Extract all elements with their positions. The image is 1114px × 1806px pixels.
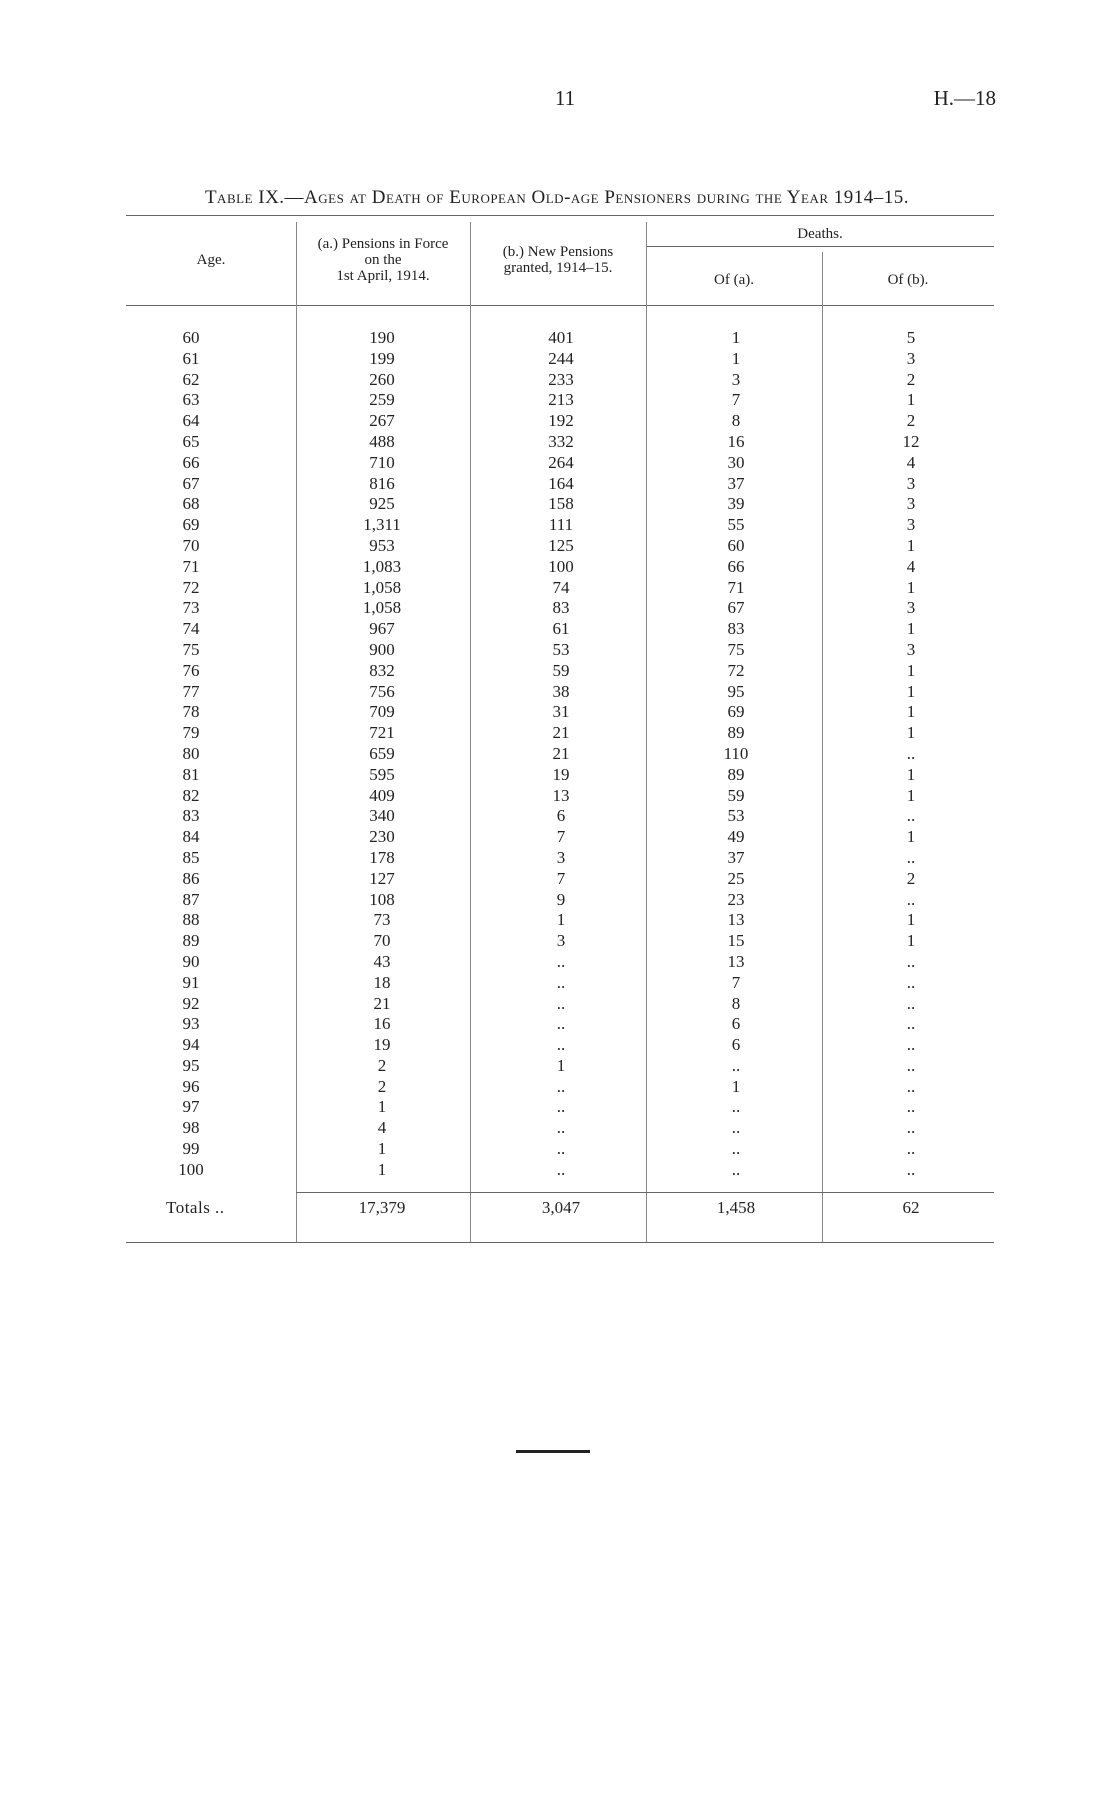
cell-deaths-of-a: .. (731, 1097, 741, 1117)
cell-deaths-of-a: 13 (727, 951, 745, 971)
table-row (126, 1118, 994, 1139)
cell-new-pensions: 53 (552, 639, 570, 659)
cell-new-pensions: 7 (556, 827, 566, 847)
cell-deaths-of-b: .. (906, 806, 916, 826)
cell-pensions-in-force: 488 (369, 431, 395, 451)
cell-deaths-of-a: 89 (727, 764, 745, 784)
cell-age: 90 (182, 951, 200, 971)
cell-age: 66 (182, 452, 200, 472)
cell-deaths-of-b: 5 (906, 328, 916, 347)
cell-deaths-of-b: 4 (906, 452, 916, 472)
header-deaths: Deaths. (797, 226, 843, 242)
cell-deaths-of-b: 1 (906, 723, 916, 743)
cell-deaths-of-b: .. (906, 1097, 916, 1117)
cell-new-pensions: .. (556, 1097, 566, 1117)
cell-deaths-of-a: 8 (731, 411, 741, 431)
cell-age: 95 (182, 1055, 200, 1075)
cell-deaths-of-b: 1 (906, 681, 916, 701)
cell-new-pensions: 401 (548, 328, 574, 347)
cell-pensions-in-force: 21 (373, 993, 391, 1013)
cell-new-pensions: 233 (548, 369, 574, 389)
cell-deaths-of-b: 3 (906, 348, 916, 368)
cell-age: 69 (182, 515, 200, 535)
cell-deaths-of-b: .. (906, 951, 916, 971)
cell-new-pensions: .. (556, 1014, 566, 1034)
cell-pensions-in-force: 659 (369, 743, 395, 763)
cell-age: 89 (182, 931, 200, 951)
cell-new-pensions: 13 (552, 785, 570, 805)
cell-age: 82 (182, 785, 200, 805)
cell-pensions-in-force: 967 (369, 619, 395, 639)
table-row (126, 370, 994, 391)
cell-deaths-of-a: 39 (727, 494, 745, 514)
cell-deaths-of-a: 7 (731, 972, 741, 992)
cell-deaths-of-b: 1 (906, 931, 916, 951)
cell-new-pensions: 244 (548, 348, 574, 368)
table-row (126, 702, 994, 723)
cell-pensions-in-force: 43 (373, 951, 391, 971)
header-pensions-in-force (296, 236, 470, 284)
cell-age: 60 (182, 328, 200, 347)
cell-pensions-in-force: 1,083 (362, 556, 402, 576)
cell-deaths-of-b: 4 (906, 556, 916, 576)
cell-deaths-of-a: 69 (727, 702, 745, 722)
cell-deaths-of-b: .. (906, 743, 916, 763)
cell-new-pensions: 61 (552, 619, 570, 639)
cell-deaths-of-b: .. (906, 847, 916, 867)
cell-new-pensions: 9 (556, 889, 566, 909)
header-deaths-of-a: Of (a). (714, 272, 754, 288)
table-row (126, 453, 994, 474)
table-row (126, 848, 994, 869)
cell-deaths-of-a: 23 (727, 889, 745, 909)
cell-age: 91 (182, 972, 200, 992)
table-row (126, 515, 994, 536)
cell-new-pensions: 74 (552, 577, 570, 597)
cell-deaths-of-a: 1 (731, 328, 741, 347)
cell-age: 86 (182, 868, 200, 888)
table-row (126, 598, 994, 619)
cell-pensions-in-force: 2 (377, 1076, 387, 1096)
cell-deaths-of-b: .. (906, 1055, 916, 1075)
cell-deaths-of-a: 6 (731, 1014, 741, 1034)
table-row (126, 474, 994, 495)
cell-age: 93 (182, 1014, 200, 1034)
cell-deaths-of-a: 110 (723, 743, 749, 763)
table-row (126, 869, 994, 890)
table-row (126, 910, 994, 931)
cell-deaths-of-a: 30 (727, 452, 745, 472)
cell-deaths-of-a: 53 (727, 806, 745, 826)
cell-deaths-of-b: .. (906, 972, 916, 992)
cell-new-pensions: 59 (552, 660, 570, 680)
table-row (126, 494, 994, 515)
cell-age: 79 (182, 723, 200, 743)
table-row (126, 890, 994, 911)
cell-new-pensions: 31 (552, 702, 570, 722)
table-bottom-rule (126, 1242, 994, 1243)
cell-pensions-in-force: 230 (369, 827, 395, 847)
table-row (126, 557, 994, 578)
cell-deaths-of-a: 16 (727, 431, 745, 451)
total-deaths-of-a: 1,458 (716, 1198, 756, 1217)
cell-deaths-of-b: 1 (906, 660, 916, 680)
cell-deaths-of-a: 8 (731, 993, 741, 1013)
cell-new-pensions: .. (556, 951, 566, 971)
cell-pensions-in-force: 1 (377, 1097, 387, 1117)
header-top-rule (126, 215, 994, 216)
cell-age: 75 (182, 639, 200, 659)
header-bottom-rule (126, 305, 994, 306)
cell-pensions-in-force: 1 (377, 1159, 387, 1179)
table-row (126, 973, 994, 994)
cell-new-pensions: .. (556, 993, 566, 1013)
cell-new-pensions: .. (556, 972, 566, 992)
cell-deaths-of-b: 1 (906, 535, 916, 555)
cell-age: 84 (182, 827, 200, 847)
cell-pensions-in-force: 70 (373, 931, 391, 951)
table-row (126, 619, 994, 640)
totals-row (126, 1198, 994, 1220)
cell-deaths-of-b: 2 (906, 411, 916, 431)
cell-new-pensions: .. (556, 1076, 566, 1096)
cell-pensions-in-force: 721 (369, 723, 395, 743)
cell-deaths-of-b: .. (906, 1035, 916, 1055)
cell-age: 99 (182, 1139, 200, 1159)
cell-pensions-in-force: 900 (369, 639, 395, 659)
cell-pensions-in-force: 73 (373, 910, 391, 930)
cell-new-pensions: 1 (556, 1055, 566, 1075)
cell-new-pensions: 21 (552, 743, 570, 763)
cell-age: 87 (182, 889, 200, 909)
cell-age: 68 (182, 494, 200, 514)
cell-deaths-of-a: 66 (727, 556, 745, 576)
cell-new-pensions: 7 (556, 868, 566, 888)
table-row (126, 349, 994, 370)
table-row (126, 411, 994, 432)
cell-pensions-in-force: 816 (369, 473, 395, 493)
cell-age: 62 (182, 369, 200, 389)
cell-deaths-of-a: 6 (731, 1035, 741, 1055)
cell-age: 76 (182, 660, 200, 680)
cell-pensions-in-force: 2 (377, 1055, 387, 1075)
cell-deaths-of-a: 49 (727, 827, 745, 847)
cell-deaths-of-b: .. (906, 993, 916, 1013)
cell-deaths-of-a: .. (731, 1139, 741, 1159)
cell-deaths-of-b: 1 (906, 619, 916, 639)
cell-new-pensions: 6 (556, 806, 566, 826)
table-row (126, 640, 994, 661)
cell-age: 77 (182, 681, 200, 701)
cell-deaths-of-b: 1 (906, 390, 916, 410)
cell-pensions-in-force: 709 (369, 702, 395, 722)
cell-deaths-of-b: 1 (906, 827, 916, 847)
cell-new-pensions: 111 (548, 515, 574, 535)
header-line: 1st April, 1914. (336, 268, 430, 284)
cell-new-pensions: 164 (548, 473, 574, 493)
cell-deaths-of-a: 72 (727, 660, 745, 680)
cell-deaths-of-b: 3 (906, 515, 916, 535)
cell-pensions-in-force: 190 (369, 328, 395, 347)
cell-deaths-of-a: 1 (731, 1076, 741, 1096)
table-row (126, 765, 994, 786)
deaths-subheader-rule (646, 246, 994, 247)
cell-pensions-in-force: 108 (369, 889, 395, 909)
cell-age: 81 (182, 764, 200, 784)
cell-pensions-in-force: 340 (369, 806, 395, 826)
cell-age: 100 (178, 1159, 204, 1179)
cell-deaths-of-a: 3 (731, 369, 741, 389)
table-row (126, 661, 994, 682)
header-deaths-of-b: Of (b). (887, 272, 929, 288)
cell-new-pensions: 213 (548, 390, 574, 410)
cell-deaths-of-b: 2 (906, 868, 916, 888)
cell-deaths-of-b: .. (906, 1076, 916, 1096)
cell-age: 63 (182, 390, 200, 410)
header-line: (a.) Pensions in Force (317, 236, 449, 252)
cell-age: 74 (182, 619, 200, 639)
cell-new-pensions: .. (556, 1118, 566, 1138)
cell-age: 72 (182, 577, 200, 597)
cell-deaths-of-b: .. (906, 889, 916, 909)
table-caption: Table IX.—Ages at Death of European Old-age Pensioners during the Year 1914–15. (204, 187, 910, 208)
cell-deaths-of-a: 83 (727, 619, 745, 639)
cell-age: 98 (182, 1118, 200, 1138)
table-row (126, 1160, 994, 1181)
cell-new-pensions: .. (556, 1159, 566, 1179)
header-new-pensions (470, 244, 646, 276)
cell-deaths-of-b: 3 (906, 473, 916, 493)
cell-new-pensions: 332 (548, 431, 574, 451)
table-row (126, 827, 994, 848)
cell-pensions-in-force: 832 (369, 660, 395, 680)
cell-deaths-of-b: .. (906, 1159, 916, 1179)
cell-deaths-of-a: 7 (731, 390, 741, 410)
cell-deaths-of-b: 1 (906, 577, 916, 597)
cell-age: 70 (182, 535, 200, 555)
cell-new-pensions: 158 (548, 494, 574, 514)
cell-deaths-of-a: .. (731, 1159, 741, 1179)
page-number: 11 (554, 86, 576, 110)
cell-age: 71 (182, 556, 200, 576)
cell-pensions-in-force: 1,311 (363, 515, 401, 535)
cell-new-pensions: 38 (552, 681, 570, 701)
cell-age: 96 (182, 1076, 200, 1096)
table-row (126, 931, 994, 952)
cell-deaths-of-b: .. (906, 1139, 916, 1159)
cell-age: 67 (182, 473, 200, 493)
cell-age: 92 (182, 993, 200, 1013)
cell-age: 65 (182, 431, 200, 451)
table-row (126, 578, 994, 599)
cell-deaths-of-b: 3 (906, 639, 916, 659)
table-row (126, 536, 994, 557)
table-row (126, 786, 994, 807)
total-deaths-of-b: 62 (902, 1198, 920, 1217)
cell-deaths-of-b: .. (906, 1014, 916, 1034)
header-line: granted, 1914–15. (503, 260, 613, 276)
cell-new-pensions: 264 (548, 452, 574, 472)
cell-deaths-of-b: 1 (906, 785, 916, 805)
cell-new-pensions: .. (556, 1035, 566, 1055)
cell-pensions-in-force: 18 (373, 972, 391, 992)
table-row (126, 806, 994, 827)
cell-new-pensions: 83 (552, 598, 570, 618)
cell-pensions-in-force: 260 (369, 369, 395, 389)
cell-pensions-in-force: 127 (369, 868, 395, 888)
table-row (126, 723, 994, 744)
cell-pensions-in-force: 409 (369, 785, 395, 805)
cell-new-pensions: 3 (556, 847, 566, 867)
cell-deaths-of-a: .. (731, 1055, 741, 1075)
cell-deaths-of-b: 3 (906, 494, 916, 514)
table-row (126, 952, 994, 973)
cell-pensions-in-force: 595 (369, 764, 395, 784)
totals-top-rule (296, 1192, 994, 1193)
cell-new-pensions: 192 (548, 411, 574, 431)
cell-deaths-of-a: 1 (731, 348, 741, 368)
table-row (126, 1097, 994, 1118)
cell-new-pensions: 125 (548, 535, 574, 555)
table-body (126, 328, 994, 1181)
cell-age: 85 (182, 847, 200, 867)
cell-pensions-in-force: 4 (377, 1118, 387, 1138)
cell-deaths-of-b: .. (906, 1118, 916, 1138)
cell-pensions-in-force: 1,058 (362, 598, 402, 618)
cell-pensions-in-force: 710 (369, 452, 395, 472)
closing-rule (516, 1450, 590, 1453)
cell-deaths-of-b: 1 (906, 702, 916, 722)
cell-deaths-of-b: 1 (906, 764, 916, 784)
cell-pensions-in-force: 925 (369, 494, 395, 514)
document-reference: H.—18 (933, 86, 996, 110)
cell-age: 78 (182, 702, 200, 722)
cell-age: 88 (182, 910, 200, 930)
cell-age: 61 (182, 348, 200, 368)
cell-pensions-in-force: 16 (373, 1014, 391, 1034)
cell-deaths-of-a: 89 (727, 723, 745, 743)
cell-age: 73 (182, 598, 200, 618)
cell-new-pensions: .. (556, 1139, 566, 1159)
cell-pensions-in-force: 199 (369, 348, 395, 368)
cell-deaths-of-a: 15 (727, 931, 745, 951)
cell-pensions-in-force: 1,058 (362, 577, 402, 597)
cell-deaths-of-a: 55 (727, 515, 745, 535)
table-row (126, 1014, 994, 1035)
table-row (126, 1077, 994, 1098)
cell-deaths-of-a: .. (731, 1118, 741, 1138)
cell-age: 80 (182, 743, 200, 763)
cell-deaths-of-b: 1 (906, 910, 916, 930)
cell-deaths-of-a: 67 (727, 598, 745, 618)
table-row (126, 994, 994, 1015)
cell-pensions-in-force: 19 (373, 1035, 391, 1055)
table-row (126, 328, 994, 349)
cell-age: 83 (182, 806, 200, 826)
cell-new-pensions: 19 (552, 764, 570, 784)
cell-deaths-of-b: 2 (906, 369, 916, 389)
table-row (126, 432, 994, 453)
total-new-pensions: 3,047 (541, 1198, 581, 1217)
cell-pensions-in-force: 756 (369, 681, 395, 701)
cell-deaths-of-b: 12 (902, 431, 920, 451)
total-pensions-in-force: 17,379 (358, 1198, 406, 1217)
table-row (126, 744, 994, 765)
cell-deaths-of-b: 3 (906, 598, 916, 618)
cell-deaths-of-a: 13 (727, 910, 745, 930)
cell-deaths-of-a: 37 (727, 847, 745, 867)
table-row (126, 682, 994, 703)
table-row (126, 1035, 994, 1056)
cell-pensions-in-force: 178 (369, 847, 395, 867)
cell-age: 94 (182, 1035, 200, 1055)
table-row (126, 1056, 994, 1077)
cell-deaths-of-a: 59 (727, 785, 745, 805)
totals-label: Totals .. (166, 1198, 225, 1217)
cell-new-pensions: 100 (548, 556, 574, 576)
cell-pensions-in-force: 1 (377, 1139, 387, 1159)
cell-deaths-of-a: 37 (727, 473, 745, 493)
cell-deaths-of-a: 71 (727, 577, 745, 597)
table-row (126, 1139, 994, 1160)
cell-age: 64 (182, 411, 200, 431)
cell-pensions-in-force: 953 (369, 535, 395, 555)
cell-deaths-of-a: 25 (727, 868, 745, 888)
cell-deaths-of-a: 95 (727, 681, 745, 701)
cell-pensions-in-force: 267 (369, 411, 395, 431)
header-age: Age. (196, 252, 226, 268)
cell-new-pensions: 1 (556, 910, 566, 930)
header-line: on the (364, 252, 402, 268)
cell-age: 97 (182, 1097, 200, 1117)
cell-deaths-of-a: 60 (727, 535, 745, 555)
cell-new-pensions: 21 (552, 723, 570, 743)
cell-new-pensions: 3 (556, 931, 566, 951)
cell-deaths-of-a: 75 (727, 639, 745, 659)
header-line: (b.) New Pensions (502, 244, 614, 260)
cell-pensions-in-force: 259 (369, 390, 395, 410)
table-row (126, 390, 994, 411)
